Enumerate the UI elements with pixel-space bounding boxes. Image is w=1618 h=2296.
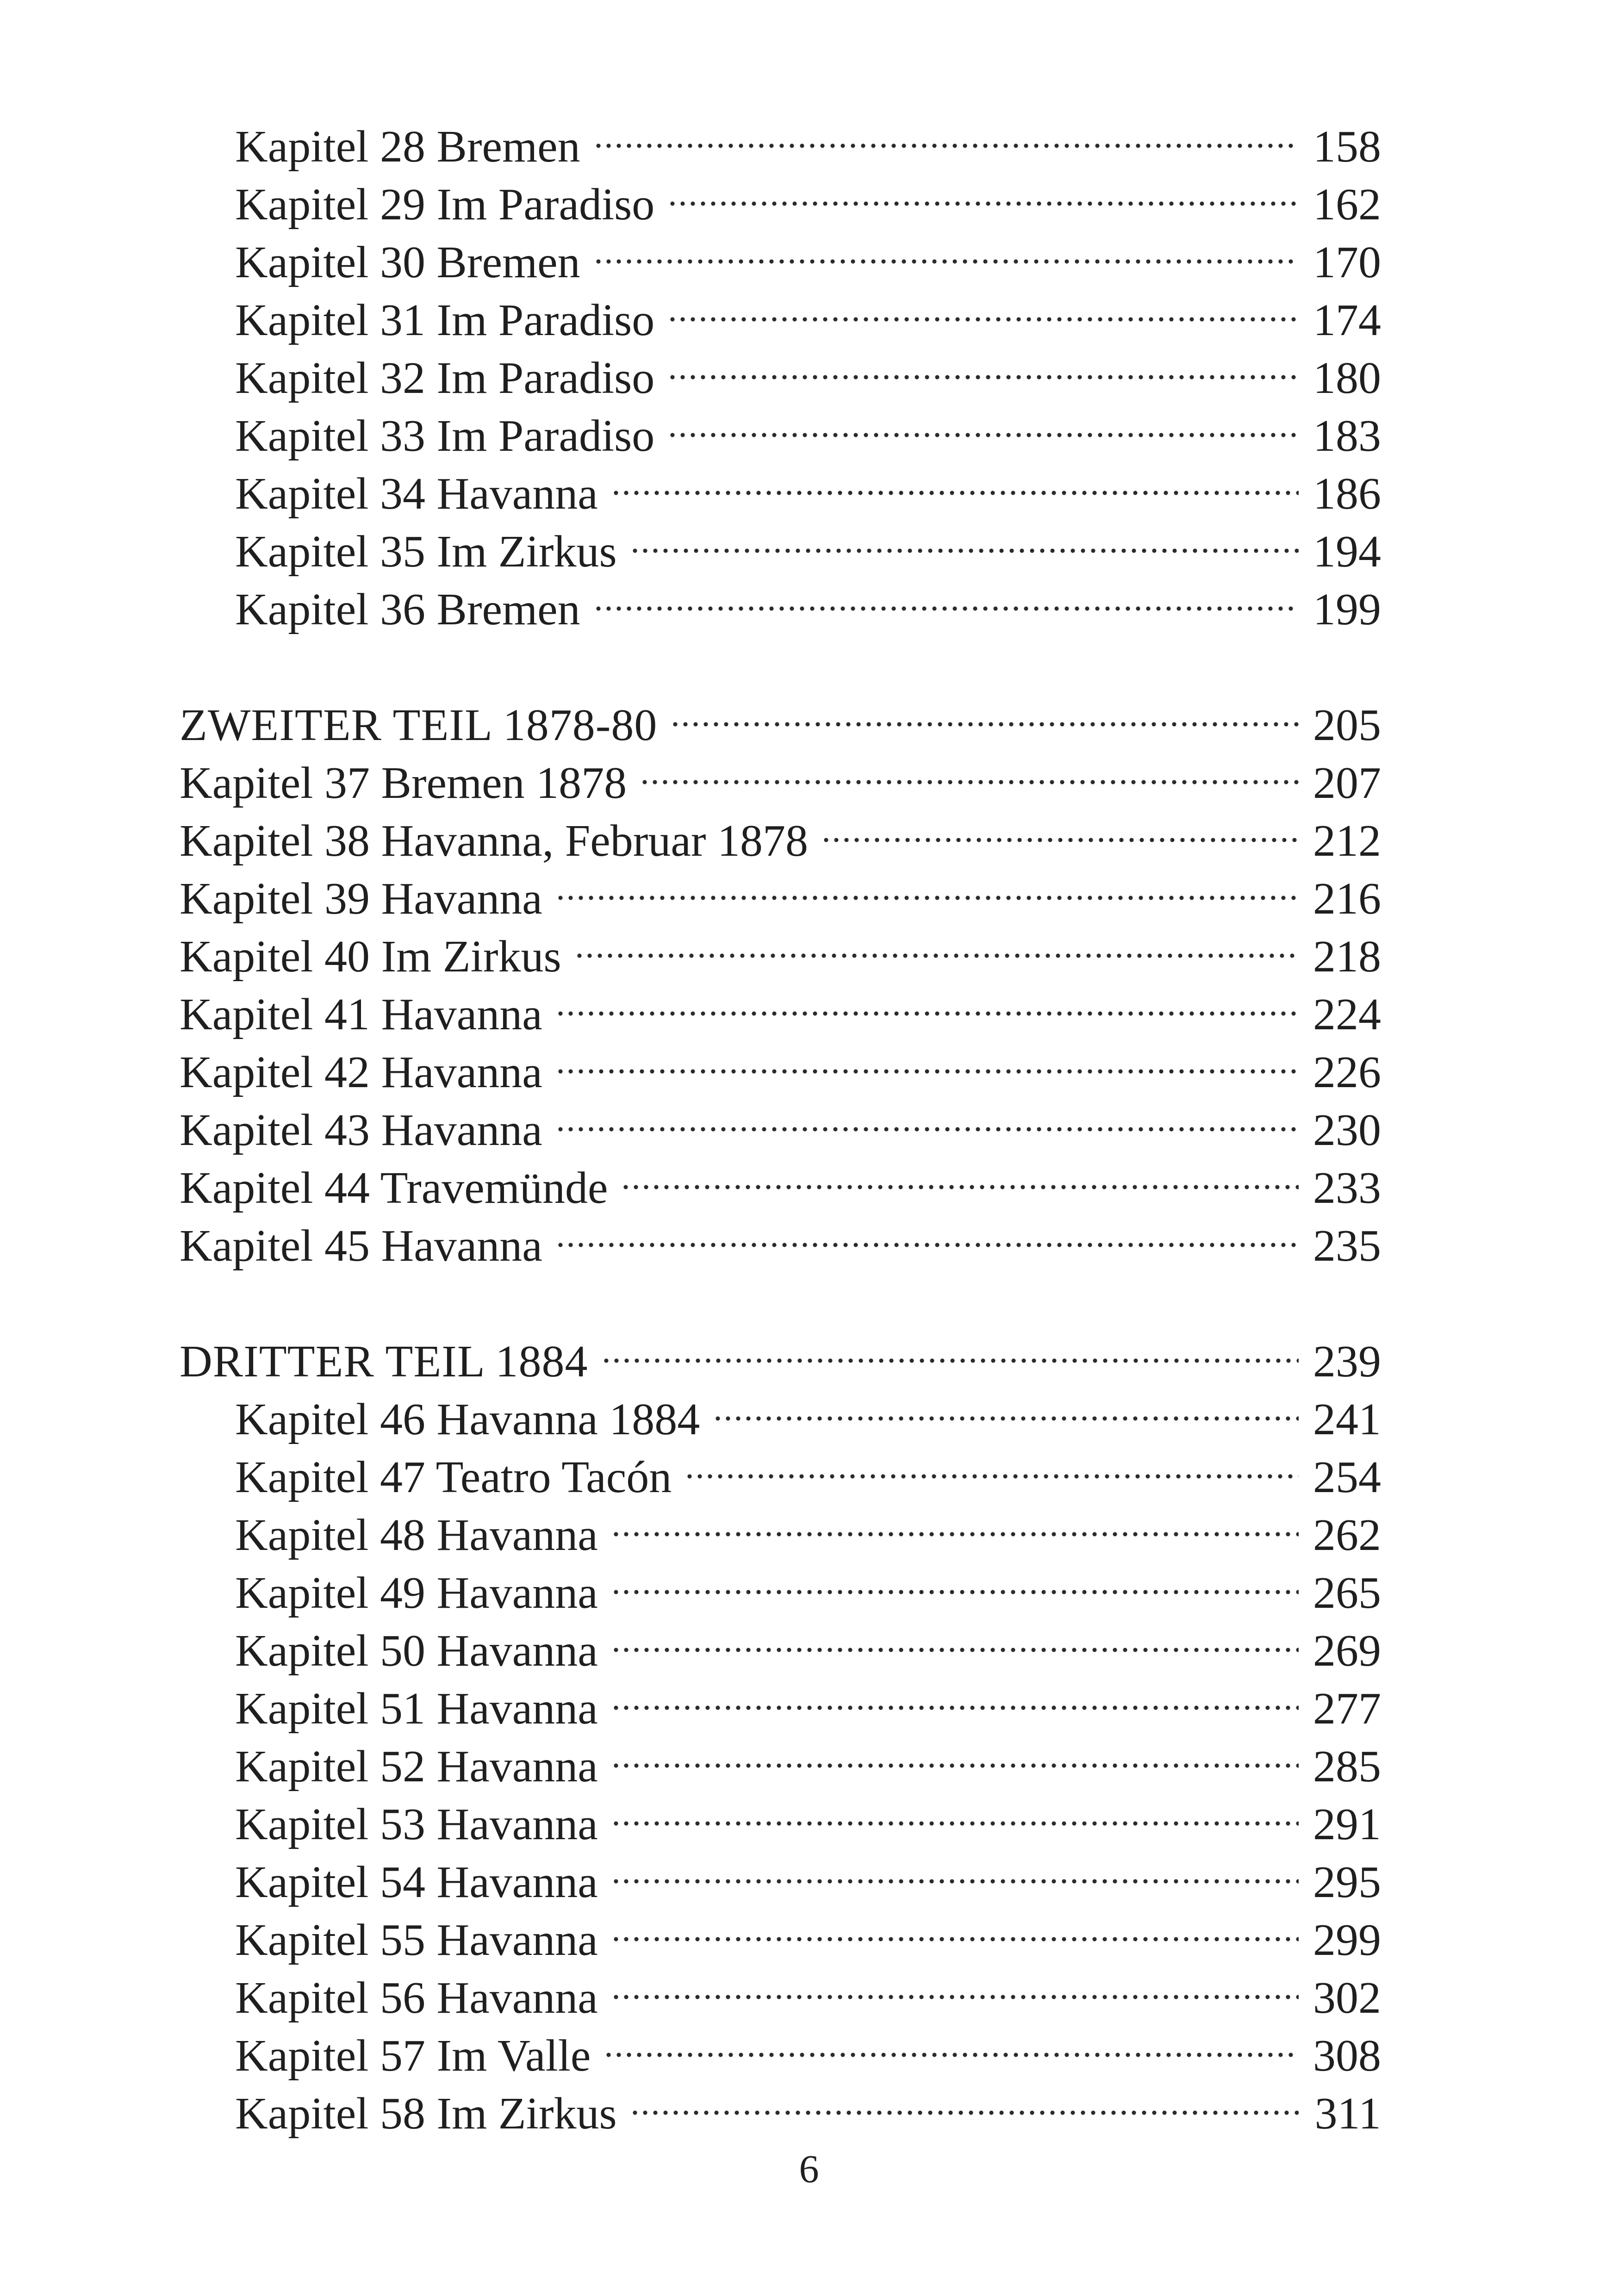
toc-page-number: 302 bbox=[1313, 1973, 1381, 2023]
toc-page-number: 199 bbox=[1313, 585, 1381, 635]
dot-leader bbox=[555, 1203, 1299, 1261]
toc-row bbox=[180, 1088, 1381, 1155]
dot-leader bbox=[555, 972, 1299, 1029]
page-number: 6 bbox=[799, 2147, 819, 2191]
toc-part-heading bbox=[180, 683, 1381, 750]
toc-page-number: 212 bbox=[1313, 816, 1381, 866]
toc-page-number: 295 bbox=[1313, 1857, 1381, 1907]
toc-row bbox=[235, 393, 1381, 461]
toc-title: Kapitel 39 Havanna bbox=[180, 874, 542, 924]
toc-title: DRITTER TEIL 1884 bbox=[180, 1337, 588, 1387]
toc-page-number: 180 bbox=[1313, 353, 1381, 403]
toc-page-number: 183 bbox=[1313, 411, 1381, 461]
dot-leader bbox=[630, 2071, 1299, 2128]
dot-leader bbox=[640, 740, 1299, 798]
toc-page-number: 218 bbox=[1313, 932, 1381, 982]
toc-row bbox=[235, 2013, 1381, 2081]
toc-title: Kapitel 30 Bremen bbox=[235, 237, 580, 287]
toc-page-number: 285 bbox=[1313, 1742, 1381, 1792]
toc-title: Kapitel 50 Havanna bbox=[235, 1626, 598, 1676]
toc-page-number: 158 bbox=[1313, 122, 1381, 172]
toc-row bbox=[235, 162, 1381, 230]
toc-page-number: 216 bbox=[1313, 874, 1381, 924]
toc-row bbox=[235, 1898, 1381, 1965]
toc-row bbox=[235, 1377, 1381, 1444]
toc-row bbox=[235, 1550, 1381, 1618]
toc-page-number: 262 bbox=[1313, 1510, 1381, 1560]
toc-page-number: 241 bbox=[1313, 1394, 1381, 1444]
toc-title: Kapitel 53 Havanna bbox=[235, 1799, 598, 1849]
toc-title: Kapitel 48 Havanna bbox=[235, 1510, 598, 1560]
toc-title: Kapitel 47 Teatro Tacón bbox=[235, 1452, 672, 1502]
toc-title: Kapitel 46 Havanna 1884 bbox=[235, 1394, 700, 1444]
toc-page-number: 207 bbox=[1313, 758, 1381, 808]
toc-row bbox=[235, 567, 1381, 635]
toc-row bbox=[235, 1493, 1381, 1560]
toc-row bbox=[235, 1666, 1381, 1734]
toc-page-number: 265 bbox=[1313, 1568, 1381, 1618]
dot-leader bbox=[611, 1493, 1299, 1550]
dot-leader bbox=[611, 451, 1299, 509]
toc-page-number: 174 bbox=[1313, 295, 1381, 345]
dot-leader bbox=[667, 278, 1299, 335]
toc-row bbox=[235, 278, 1381, 345]
toc-row bbox=[180, 1203, 1381, 1271]
dot-leader bbox=[685, 1435, 1299, 1492]
toc-row bbox=[235, 1435, 1381, 1502]
toc-title: Kapitel 32 Im Paradiso bbox=[235, 353, 655, 403]
toc-title: Kapitel 33 Im Paradiso bbox=[235, 411, 655, 461]
dot-leader bbox=[611, 1898, 1299, 1955]
toc-title: Kapitel 34 Havanna bbox=[235, 469, 598, 519]
dot-leader bbox=[593, 220, 1299, 277]
toc-row bbox=[180, 740, 1381, 808]
toc-page-number: 308 bbox=[1313, 2031, 1381, 2081]
toc-title: Kapitel 42 Havanna bbox=[180, 1047, 542, 1097]
dot-leader bbox=[611, 1724, 1299, 1781]
toc-title: Kapitel 31 Im Paradiso bbox=[235, 295, 655, 345]
toc-title: Kapitel 36 Bremen bbox=[235, 585, 580, 635]
toc-row bbox=[235, 1955, 1381, 2023]
dot-leader bbox=[611, 1955, 1299, 2013]
dot-leader bbox=[604, 2013, 1299, 2071]
toc-page-number: 226 bbox=[1313, 1047, 1381, 1097]
dot-leader bbox=[593, 567, 1299, 624]
toc-title: Kapitel 45 Havanna bbox=[180, 1221, 542, 1271]
dot-leader bbox=[821, 798, 1299, 856]
dot-leader bbox=[611, 1550, 1299, 1608]
toc-page-number: 224 bbox=[1313, 989, 1381, 1039]
toc-title: Kapitel 56 Havanna bbox=[235, 1973, 598, 2023]
toc-page-number: 205 bbox=[1313, 700, 1381, 750]
toc-row bbox=[180, 1145, 1381, 1213]
toc-row bbox=[235, 1840, 1381, 1907]
dot-leader bbox=[555, 1030, 1299, 1087]
toc-page-number: 170 bbox=[1313, 237, 1381, 287]
toc-page-number: 239 bbox=[1313, 1337, 1381, 1387]
dot-leader bbox=[611, 1782, 1299, 1839]
toc-title: Kapitel 37 Bremen 1878 bbox=[180, 758, 627, 808]
dot-leader bbox=[713, 1377, 1299, 1434]
toc-page-number: 162 bbox=[1313, 180, 1381, 230]
toc-title: Kapitel 41 Havanna bbox=[180, 989, 542, 1039]
toc-page-number: 233 bbox=[1313, 1163, 1381, 1213]
toc-row bbox=[235, 2071, 1381, 2139]
toc-page-number: 254 bbox=[1313, 1452, 1381, 1502]
toc-page-number: 299 bbox=[1313, 1915, 1381, 1965]
toc-row bbox=[235, 336, 1381, 403]
dot-leader bbox=[630, 509, 1299, 566]
toc-part-heading bbox=[180, 1319, 1381, 1387]
toc-title: Kapitel 58 Im Zirkus bbox=[235, 2089, 617, 2139]
toc-page-number: 291 bbox=[1313, 1799, 1381, 1849]
dot-leader bbox=[601, 1319, 1299, 1376]
toc-row bbox=[180, 1030, 1381, 1097]
toc-row bbox=[235, 451, 1381, 519]
toc-title: Kapitel 29 Im Paradiso bbox=[235, 180, 655, 230]
toc-row bbox=[180, 914, 1381, 982]
dot-leader bbox=[574, 914, 1299, 971]
dot-leader bbox=[667, 162, 1299, 219]
toc-title: Kapitel 55 Havanna bbox=[235, 1915, 598, 1965]
dot-leader bbox=[667, 336, 1299, 393]
toc-page-number: 277 bbox=[1313, 1684, 1381, 1734]
toc-page-number: 194 bbox=[1313, 527, 1381, 577]
toc-page-number: 230 bbox=[1313, 1105, 1381, 1155]
dot-leader bbox=[555, 856, 1299, 914]
toc-row bbox=[235, 1782, 1381, 1849]
toc-title: Kapitel 57 Im Valle bbox=[235, 2031, 591, 2081]
dot-leader bbox=[555, 1088, 1299, 1145]
toc-title: Kapitel 54 Havanna bbox=[235, 1857, 598, 1907]
toc-row bbox=[235, 1608, 1381, 1676]
toc-title: Kapitel 35 Im Zirkus bbox=[235, 527, 617, 577]
toc-title: Kapitel 28 Bremen bbox=[235, 122, 580, 172]
toc-title: Kapitel 49 Havanna bbox=[235, 1568, 598, 1618]
toc-title: Kapitel 51 Havanna bbox=[235, 1684, 598, 1734]
toc-row bbox=[180, 856, 1381, 924]
toc-title: Kapitel 38 Havanna, Februar 1878 bbox=[180, 816, 808, 866]
dot-leader bbox=[593, 104, 1299, 162]
toc-row bbox=[180, 972, 1381, 1039]
toc-row bbox=[235, 1724, 1381, 1792]
dot-leader bbox=[611, 1608, 1299, 1666]
dot-leader bbox=[611, 1840, 1299, 1897]
toc-page-number: 269 bbox=[1313, 1626, 1381, 1676]
toc-title: Kapitel 44 Travemünde bbox=[180, 1163, 608, 1213]
toc-title: Kapitel 40 Im Zirkus bbox=[180, 932, 561, 982]
dot-leader bbox=[667, 393, 1299, 451]
toc-page-number: 311 bbox=[1314, 2089, 1381, 2139]
dot-leader bbox=[621, 1145, 1299, 1203]
toc-row bbox=[180, 798, 1381, 866]
toc-page-number: 186 bbox=[1313, 469, 1381, 519]
toc-title: Kapitel 52 Havanna bbox=[235, 1742, 598, 1792]
toc-row bbox=[235, 104, 1381, 172]
toc-page-number: 235 bbox=[1313, 1221, 1381, 1271]
toc-row bbox=[235, 220, 1381, 287]
dot-leader bbox=[611, 1666, 1299, 1724]
toc-title: Kapitel 43 Havanna bbox=[180, 1105, 542, 1155]
toc-title: ZWEITER TEIL 1878-80 bbox=[180, 700, 658, 750]
toc-row bbox=[235, 509, 1381, 577]
dot-leader bbox=[670, 683, 1299, 740]
